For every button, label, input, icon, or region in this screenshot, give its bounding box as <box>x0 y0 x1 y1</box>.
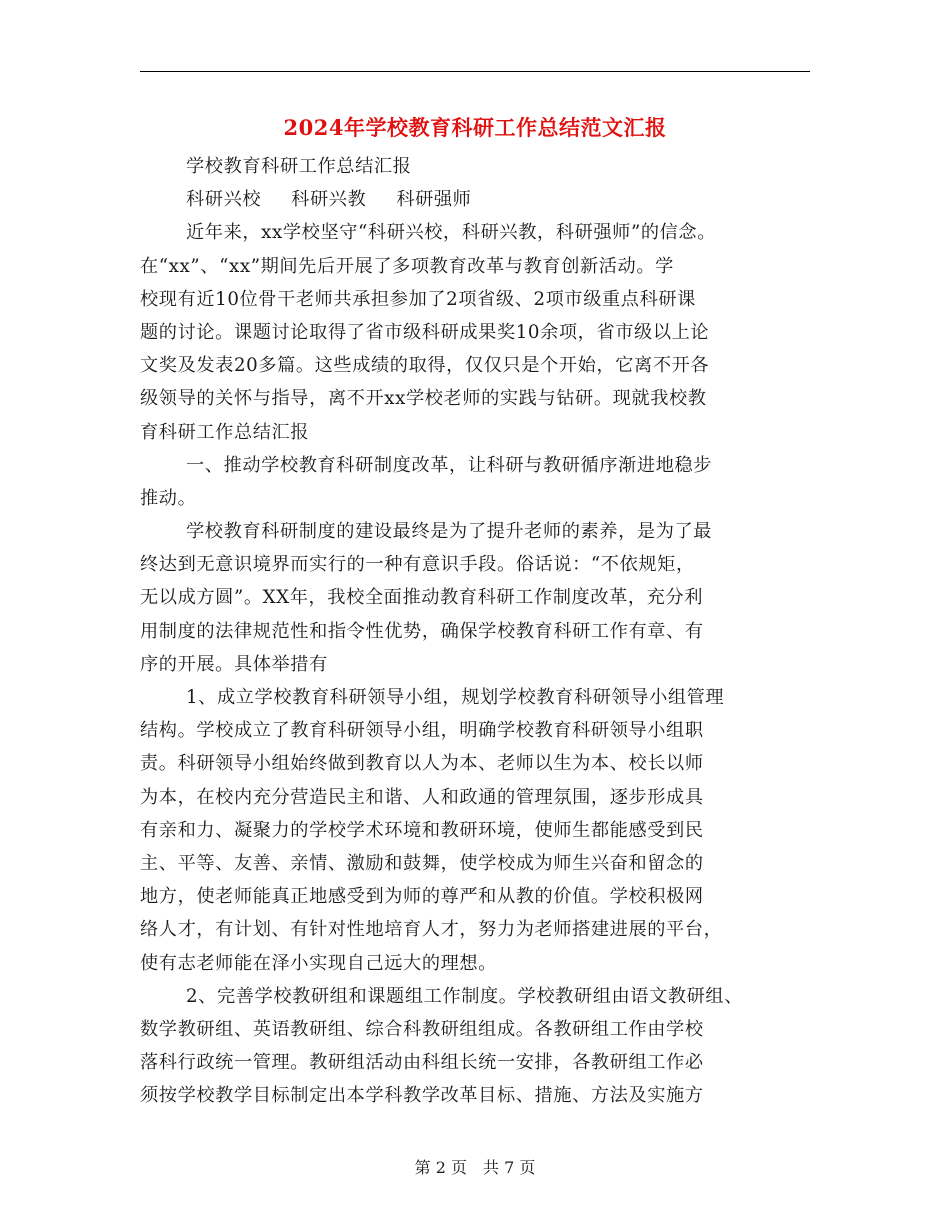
footer-middle: 页 共 <box>450 1158 499 1177</box>
text-line: 有亲和力、凝聚力的学校学术环境和教研环境，使师生都能感受到民 <box>140 819 704 841</box>
text-line: 序的开展。具体举措有 <box>140 653 328 675</box>
text-line: 责。科研领导小组始终做到教育以人为本、老师以生为本、校长以师 <box>140 753 704 775</box>
footer-prefix: 第 <box>414 1158 431 1177</box>
text-line: 终达到无意识境界而实行的一种有意识手段。俗话说：“不依规矩， <box>140 554 695 576</box>
text-line: 育科研工作总结汇报 <box>140 421 310 443</box>
text-line: 近年来，xx学校坚守“科研兴校，科研兴教，科研强师”的信念。 <box>186 222 716 244</box>
motto-item: 科研兴教 <box>291 189 367 211</box>
text-line: 须按学校教学目标制定出本学科教学改革目标、措施、方法及实施方 <box>140 1085 704 1107</box>
text-line: 用制度的法律规范性和指令性优势，确保学校教育科研工作有章、有 <box>140 620 704 642</box>
motto-line <box>140 183 820 216</box>
text-line: 数学教研组、英语教研组、综合科教研组组成。各教研组工作由学校 <box>140 1018 704 1040</box>
motto-item: 科研兴校 <box>186 189 262 211</box>
text-line: 级领导的关怀与指导，离不开xx学校老师的实践与钻研。现就我校教 <box>140 388 707 410</box>
text-line: 主、平等、友善、亲情、激励和鼓舞，使学校成为师生兴奋和留念的 <box>140 852 704 874</box>
text-line: 校现有近10位骨干老师共承担参加了2项省级、2项市级重点科研课 <box>140 288 696 310</box>
text-line: 使有志老师能在泽小实现自己远大的理想。 <box>140 952 497 974</box>
text-line: 落科行政统一管理。教研组活动由科组长统一安排，各教研组工作必 <box>140 1052 704 1074</box>
motto-item: 科研强师 <box>396 189 472 211</box>
text-line: 为本，在校内充分营造民主和谐、人和政通的管理氛围，逐步形成具 <box>140 786 704 808</box>
text-line: 学校教育科研制度的建设最终是为了提升老师的素养，是为了最 <box>186 521 713 543</box>
text-line: 结构。学校成立了教育科研领导小组，明确学校教育科研领导小组职 <box>140 720 704 742</box>
document-title: 2024年学校教育科研工作总结范文汇报 <box>283 115 667 140</box>
text-line: 地方，使老师能真正地感受到为师的尊严和从教的价值。学校积极网 <box>140 886 704 908</box>
text-line: 文奖及发表20多篇。这些成绩的取得，仅仅只是个开始，它离不开各 <box>140 355 710 377</box>
document-body <box>140 150 820 1112</box>
text-line: 无以成方圆”。XX年，我校全面推动教育科研工作制度改革，充分利 <box>140 587 704 609</box>
text-line: 一、推动学校教育科研制度改革，让科研与教研循序渐进地稳步 <box>186 454 713 476</box>
text-line: 推动。 <box>140 487 197 509</box>
page-number: 2 <box>435 1158 446 1177</box>
footer-suffix: 页 <box>519 1158 536 1177</box>
subtitle-line: 学校教育科研工作总结汇报 <box>186 156 412 177</box>
page-footer <box>0 1155 950 1178</box>
text-line: 2、完善学校教研组和课题组工作制度。学校教研组由语文教研组、 <box>186 985 744 1007</box>
text-line: 络人才，有计划、有针对性地培育人才，努力为老师搭建进展的平台， <box>140 919 723 941</box>
paragraph-lines <box>140 216 820 1112</box>
text-line: 题的讨论。课题讨论取得了省市级科研成果奖10余项，省市级以上论 <box>140 321 710 343</box>
header-rule <box>140 71 810 72</box>
page-total: 7 <box>504 1158 515 1177</box>
text-line: 在“xx”、“xx”期间先后开展了多项教育改革与教育创新活动。学 <box>140 255 674 277</box>
text-line: 1、成立学校教育科研领导小组，规划学校教育科研领导小组管理 <box>186 687 725 708</box>
